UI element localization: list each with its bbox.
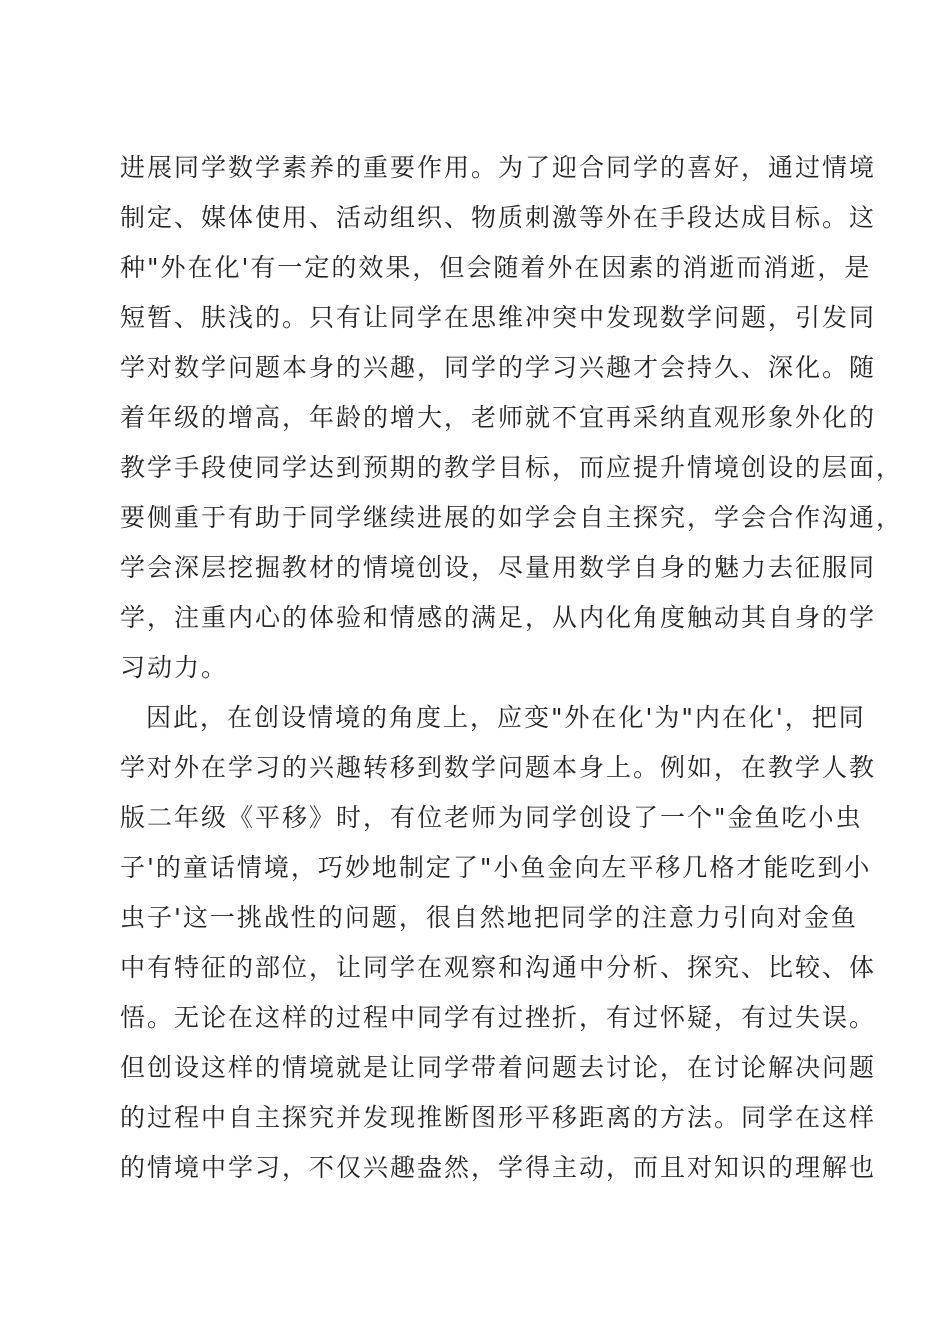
text-line: 要侧重于有助于同学继续进展的如学会自主探究，学会合作沟通， xyxy=(120,503,904,532)
text-line: 教学手段使同学达到预期的教学目标，而应提升情境创设的层面， xyxy=(120,453,904,482)
text-line: 但创设这样的情境就是让同学带着问题去讨论，在讨论解决问题 xyxy=(120,1053,877,1082)
text-line: 因此，在创设情境的角度上，应变"外在化'为"内在化'，把同 xyxy=(146,703,866,732)
text-line: 的过程中自主探究并发现推断图形平移距离的方法。同学在这样 xyxy=(120,1103,877,1132)
text-line: 制定、媒体使用、活动组织、物质刺激等外在手段达成目标。这 xyxy=(120,203,877,232)
text-line: 的情境中学习，不仅兴趣盎然，学得主动，而且对知识的理解也 xyxy=(120,1153,877,1182)
text-line: 子'的童话情境，巧妙地制定了"小鱼金向左平移几格才能吃到小 xyxy=(120,853,872,882)
text-line: 短暂、肤浅的。只有让同学在思维冲突中发现数学问题，引发同 xyxy=(120,303,877,332)
text-line: 学，注重内心的体验和情感的满足，从内化角度触动其自身的学 xyxy=(120,603,877,632)
text-line: 习动力。 xyxy=(120,653,229,682)
text-line: 进展同学数学素养的重要作用。为了迎合同学的喜好，通过情境 xyxy=(120,153,877,182)
text-line: 学对外在学习的兴趣转移到数学问题本身上。例如，在教学人教 xyxy=(120,753,877,782)
text-line: 学会深层挖掘教材的情境创设，尽量用数学自身的魅力去征服同 xyxy=(120,553,877,582)
text-line: 版二年级《平移》时，有位老师为同学创设了一个"金鱼吃小虫 xyxy=(120,803,863,832)
text-line: 学对数学问题本身的兴趣，同学的学习兴趣才会持久、深化。随 xyxy=(120,353,877,382)
text-line: 种"外在化'有一定的效果，但会随着外在因素的消逝而消逝，是 xyxy=(120,253,872,282)
text-line: 悟。无论在这样的过程中同学有过挫折，有过怀疑，有过失误。 xyxy=(120,1003,877,1032)
text-line: 中有特征的部位，让同学在观察和沟通中分析、探究、比较、体 xyxy=(120,953,877,982)
text-line: 着年级的增高，年龄的增大，老师就不宜再采纳直观形象外化的 xyxy=(120,403,877,432)
text-line: 虫子'这一挑战性的问题，很自然地把同学的注意力引向对金鱼 xyxy=(120,903,858,932)
